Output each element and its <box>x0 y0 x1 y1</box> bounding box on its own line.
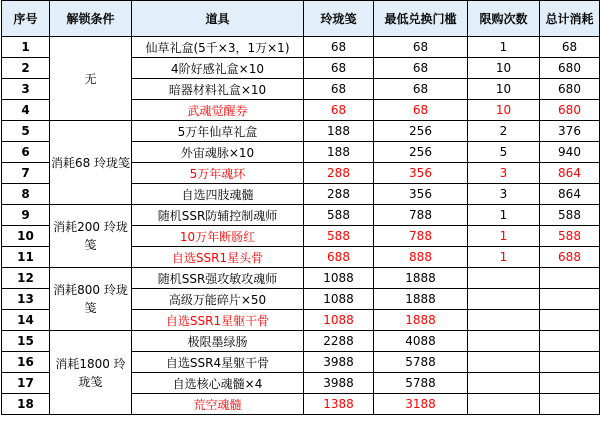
purchase-limit: 1 <box>468 37 540 58</box>
unlock-condition: 消耗200 玲珑笺 <box>50 205 132 268</box>
item-cost: 188 <box>304 142 374 163</box>
min-threshold: 788 <box>374 226 468 247</box>
row-index: 7 <box>2 163 50 184</box>
item-name: 自选四肢魂髓 <box>132 184 304 205</box>
row-index: 2 <box>2 58 50 79</box>
item-name: 自选SSR1星躯干骨 <box>132 310 304 331</box>
item-cost: 68 <box>304 79 374 100</box>
total-cost: 588 <box>540 205 600 226</box>
min-threshold: 1888 <box>374 289 468 310</box>
row-index: 1 <box>2 37 50 58</box>
purchase-limit <box>468 373 540 394</box>
exchange-table <box>1 0 600 415</box>
item-cost: 588 <box>304 226 374 247</box>
item-name: 极限墨绿肠 <box>132 331 304 352</box>
item-cost: 288 <box>304 184 374 205</box>
min-threshold: 5788 <box>374 373 468 394</box>
item-name: 自选SSR1星头骨 <box>132 247 304 268</box>
row-index: 4 <box>2 100 50 121</box>
purchase-limit: 10 <box>468 79 540 100</box>
item-name: 高级万能碎片×50 <box>132 289 304 310</box>
total-cost: 588 <box>540 226 600 247</box>
table-row <box>2 205 600 226</box>
min-threshold: 788 <box>374 205 468 226</box>
item-cost: 1388 <box>304 394 374 415</box>
row-index: 11 <box>2 247 50 268</box>
total-cost <box>540 373 600 394</box>
row-index: 17 <box>2 373 50 394</box>
header-row <box>2 1 600 37</box>
purchase-limit <box>468 331 540 352</box>
purchase-limit: 3 <box>468 184 540 205</box>
total-cost <box>540 352 600 373</box>
min-threshold: 356 <box>374 184 468 205</box>
item-name: 荒空魂髓 <box>132 394 304 415</box>
header-purchase-limit: 限购次数 <box>468 1 540 37</box>
purchase-limit <box>468 394 540 415</box>
item-cost: 68 <box>304 100 374 121</box>
unlock-condition: 无 <box>50 37 132 121</box>
purchase-limit <box>468 352 540 373</box>
row-index: 15 <box>2 331 50 352</box>
min-threshold: 4088 <box>374 331 468 352</box>
purchase-limit: 3 <box>468 163 540 184</box>
item-name: 外宙魂脉×10 <box>132 142 304 163</box>
item-name: 随机SSR防辅控制魂师 <box>132 205 304 226</box>
item-name: 自选核心魂髓×4 <box>132 373 304 394</box>
item-name: 自选SSR4星躯干骨 <box>132 352 304 373</box>
purchase-limit: 1 <box>468 247 540 268</box>
min-threshold: 68 <box>374 100 468 121</box>
header-min-threshold: 最低兑换门槛 <box>374 1 468 37</box>
purchase-limit: 10 <box>468 100 540 121</box>
row-index: 3 <box>2 79 50 100</box>
item-cost: 188 <box>304 121 374 142</box>
purchase-limit: 5 <box>468 142 540 163</box>
row-index: 10 <box>2 226 50 247</box>
min-threshold: 68 <box>374 58 468 79</box>
total-cost: 680 <box>540 100 600 121</box>
item-cost: 68 <box>304 58 374 79</box>
item-name: 5万年仙草礼盒 <box>132 121 304 142</box>
header-total-cost: 总计消耗 <box>540 1 600 37</box>
item-name: 4阶好感礼盒×10 <box>132 58 304 79</box>
min-threshold: 1888 <box>374 310 468 331</box>
unlock-condition: 消耗68 玲珑笺 <box>50 121 132 205</box>
purchase-limit: 10 <box>468 58 540 79</box>
row-index: 12 <box>2 268 50 289</box>
header-index: 序号 <box>2 1 50 37</box>
unlock-condition: 消耗1800 玲珑笺 <box>50 331 132 415</box>
table-row <box>2 121 600 142</box>
unlock-condition: 消耗800 玲珑笺 <box>50 268 132 331</box>
total-cost <box>540 331 600 352</box>
row-index: 6 <box>2 142 50 163</box>
item-name: 武魂觉醒券 <box>132 100 304 121</box>
row-index: 18 <box>2 394 50 415</box>
min-threshold: 3188 <box>374 394 468 415</box>
total-cost: 680 <box>540 79 600 100</box>
total-cost: 864 <box>540 163 600 184</box>
min-threshold: 256 <box>374 142 468 163</box>
min-threshold: 68 <box>374 37 468 58</box>
row-index: 14 <box>2 310 50 331</box>
table-body <box>2 37 600 415</box>
header-cost: 玲珑笺 <box>304 1 374 37</box>
row-index: 8 <box>2 184 50 205</box>
table-row <box>2 331 600 352</box>
min-threshold: 888 <box>374 247 468 268</box>
item-cost: 1088 <box>304 289 374 310</box>
item-name: 随机SSR强攻敏攻魂师 <box>132 268 304 289</box>
item-cost: 1088 <box>304 268 374 289</box>
min-threshold: 356 <box>374 163 468 184</box>
min-threshold: 1888 <box>374 268 468 289</box>
purchase-limit <box>468 310 540 331</box>
total-cost <box>540 268 600 289</box>
item-cost: 2288 <box>304 331 374 352</box>
item-cost: 588 <box>304 205 374 226</box>
item-name: 暗器材料礼盒×10 <box>132 79 304 100</box>
item-cost: 3988 <box>304 352 374 373</box>
total-cost: 68 <box>540 37 600 58</box>
table-row <box>2 268 600 289</box>
total-cost: 376 <box>540 121 600 142</box>
total-cost: 864 <box>540 184 600 205</box>
purchase-limit: 2 <box>468 121 540 142</box>
item-name: 仙草礼盒(5千×3，1万×1) <box>132 37 304 58</box>
total-cost: 688 <box>540 247 600 268</box>
min-threshold: 5788 <box>374 352 468 373</box>
item-name: 10万年断肠红 <box>132 226 304 247</box>
item-cost: 288 <box>304 163 374 184</box>
item-cost: 688 <box>304 247 374 268</box>
item-cost: 1088 <box>304 310 374 331</box>
min-threshold: 256 <box>374 121 468 142</box>
row-index: 13 <box>2 289 50 310</box>
total-cost: 940 <box>540 142 600 163</box>
header-item: 道具 <box>132 1 304 37</box>
item-cost: 68 <box>304 37 374 58</box>
total-cost <box>540 394 600 415</box>
purchase-limit <box>468 268 540 289</box>
total-cost <box>540 310 600 331</box>
header-unlock-condition: 解锁条件 <box>50 1 132 37</box>
total-cost <box>540 289 600 310</box>
purchase-limit: 1 <box>468 205 540 226</box>
purchase-limit: 1 <box>468 226 540 247</box>
item-name: 5万年魂环 <box>132 163 304 184</box>
purchase-limit <box>468 289 540 310</box>
item-cost: 3988 <box>304 373 374 394</box>
total-cost: 680 <box>540 58 600 79</box>
table-row <box>2 37 600 58</box>
row-index: 9 <box>2 205 50 226</box>
row-index: 16 <box>2 352 50 373</box>
row-index: 5 <box>2 121 50 142</box>
min-threshold: 68 <box>374 79 468 100</box>
